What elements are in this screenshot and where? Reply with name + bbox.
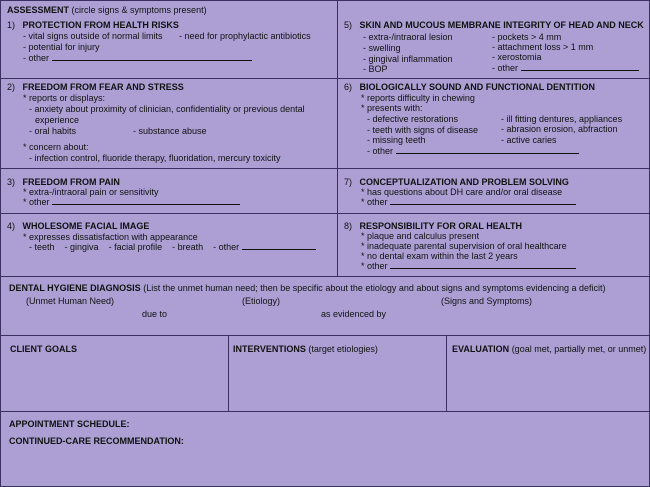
section-title: RESPONSIBILITY FOR ORAL HEALTH xyxy=(359,221,523,231)
section-number: 7) xyxy=(344,177,353,187)
section-1-item: - other xyxy=(23,53,50,63)
section-7-other-field[interactable] xyxy=(361,197,576,207)
section-2-concern-item[interactable]: - infection control, fluoride therapy, fluoridation, mercury toxicity xyxy=(29,153,281,163)
appointment-schedule-label: APPOINTMENT SCHEDULE: xyxy=(9,419,130,429)
section-5-item[interactable]: - gingival inflammation xyxy=(363,54,453,64)
divider xyxy=(1,411,650,412)
section-title: FREEDOM FROM FEAR AND STRESS xyxy=(22,82,184,92)
section-4-heading xyxy=(7,221,149,231)
evaluation-note: (goal met, partially met, or unmet) xyxy=(511,344,647,354)
signs-label: (Signs and Symptoms) xyxy=(441,296,533,306)
section-8-heading xyxy=(344,221,522,231)
section-4-options xyxy=(29,242,316,252)
divider xyxy=(1,276,650,277)
section-2-item[interactable]: - anxiety about proximity of clinician, confidentiality or previous dental xyxy=(29,104,305,114)
section-title: SKIN AND MUCOUS MEMBRANE INTEGRITY OF HEAD AND NECK xyxy=(359,20,644,30)
section-title: CONCEPTUALIZATION AND PROBLEM SOLVING xyxy=(359,177,569,187)
divider xyxy=(1,335,650,336)
section-1-heading xyxy=(7,20,179,30)
section-8-item: * other xyxy=(361,261,388,271)
section-title: WHOLESOME FACIAL IMAGE xyxy=(22,221,150,231)
section-5-item[interactable]: - pockets > 4 mm xyxy=(492,32,562,42)
section-2-heading xyxy=(7,82,184,92)
section-1-item[interactable]: - vital signs outside of normal limits xyxy=(23,31,163,41)
section-6-item[interactable]: - teeth with signs of disease xyxy=(367,125,479,135)
section-4-item[interactable]: - gingiva xyxy=(64,242,99,252)
section-title: FREEDOM FROM PAIN xyxy=(22,177,120,187)
section-3-item: * other xyxy=(23,197,50,207)
due-to-label: due to xyxy=(142,309,168,319)
section-1-item[interactable]: - need for prophylactic antibiotics xyxy=(179,31,311,41)
section-6-reports[interactable]: * reports difficulty in chewing xyxy=(361,93,475,103)
section-5-item[interactable]: - swelling xyxy=(363,43,401,53)
interventions-heading xyxy=(233,344,378,354)
divider xyxy=(446,335,447,411)
section-6-other-field[interactable] xyxy=(367,146,579,156)
section-4-item[interactable]: - facial profile xyxy=(108,242,163,252)
section-number: 3) xyxy=(7,177,16,187)
section-5-item[interactable]: - extra-/intraoral lesion xyxy=(363,32,453,42)
section-number: 2) xyxy=(7,82,16,92)
section-number: 1) xyxy=(7,20,16,30)
continued-care-label: CONTINUED-CARE RECOMMENDATION: xyxy=(9,436,184,446)
evidenced-by-label: as evidenced by xyxy=(321,309,387,319)
section-5-heading xyxy=(344,20,644,30)
section-6-presents: * presents with: xyxy=(361,103,423,113)
section-2-reports: * reports or displays: xyxy=(23,93,106,103)
assessment-header xyxy=(7,5,207,15)
section-8-item[interactable]: * plaque and calculus present xyxy=(361,231,480,241)
section-2-item: experience xyxy=(35,115,80,125)
section-6-item[interactable]: - active caries xyxy=(501,135,557,145)
section-number: 4) xyxy=(7,221,16,231)
section-1-item[interactable]: - potential for injury xyxy=(23,42,100,52)
section-4-other-field[interactable] xyxy=(242,242,316,250)
evaluation-heading xyxy=(452,344,646,354)
section-2-concern: * concern about: xyxy=(23,142,89,152)
divider xyxy=(228,335,229,411)
section-2-item[interactable]: - substance abuse xyxy=(133,126,207,136)
etiology-label: (Etiology) xyxy=(242,296,281,306)
divider xyxy=(1,78,650,79)
section-number: 5) xyxy=(344,20,353,30)
section-7-item[interactable]: * has questions about DH care and/or oral disease xyxy=(361,187,563,197)
section-8-item[interactable]: * inadequate parental supervision of oral healthcare xyxy=(361,241,567,251)
section-8-item[interactable]: * no dental exam within the last 2 years xyxy=(361,251,518,261)
interventions-note: (target etiologies) xyxy=(308,344,378,354)
diagnosis-heading xyxy=(9,283,606,293)
section-5-item[interactable]: - xerostomia xyxy=(492,52,542,62)
section-6-item: - other xyxy=(367,146,394,156)
section-title: BIOLOGICALLY SOUND AND FUNCTIONAL DENTITION xyxy=(359,82,596,92)
section-3-heading xyxy=(7,177,120,187)
section-3-other-field[interactable] xyxy=(23,197,240,207)
section-7-heading xyxy=(344,177,569,187)
section-2-item[interactable]: - oral habits xyxy=(29,126,77,136)
section-5-item[interactable]: - attachment loss > 1 mm xyxy=(492,42,594,52)
section-5-item[interactable]: - BOP xyxy=(363,64,388,74)
assessment-title: ASSESSMENT xyxy=(7,5,70,15)
interventions-title: INTERVENTIONS xyxy=(233,344,306,354)
client-goals-title: CLIENT GOALS xyxy=(10,344,77,354)
section-title: PROTECTION FROM HEALTH RISKS xyxy=(22,20,179,30)
section-4-item[interactable]: - other xyxy=(213,242,240,252)
section-3-item[interactable]: * extra-/intraoral pain or sensitivity xyxy=(23,187,159,197)
divider xyxy=(1,213,650,214)
section-6-item[interactable]: - defective restorations xyxy=(367,114,459,124)
section-5-item: - other xyxy=(492,63,519,73)
divider xyxy=(1,168,650,169)
section-4-item[interactable]: * expresses dissatisfaction with appearance xyxy=(23,232,198,242)
section-4-item[interactable]: - teeth xyxy=(29,242,55,252)
evaluation-title: EVALUATION xyxy=(452,344,510,354)
section-1-other-field[interactable] xyxy=(23,53,252,63)
divider xyxy=(337,1,338,276)
section-number: 8) xyxy=(344,221,353,231)
diagnosis-title: DENTAL HYGIENE DIAGNOSIS xyxy=(9,283,141,293)
section-6-item[interactable]: - missing teeth xyxy=(367,135,426,145)
section-6-item[interactable]: - abrasion erosion, abfraction xyxy=(501,124,618,134)
section-6-heading xyxy=(344,82,595,92)
section-5-other-field[interactable] xyxy=(492,63,639,73)
unmet-need-label: (Unmet Human Need) xyxy=(26,296,115,306)
section-6-item[interactable]: - ill fitting dentures, appliances xyxy=(501,114,623,124)
section-7-item: * other xyxy=(361,197,388,207)
section-4-item[interactable]: - breath xyxy=(172,242,204,252)
section-8-other-field[interactable] xyxy=(361,261,576,271)
assessment-subtitle: (circle signs & symptoms present) xyxy=(71,5,207,15)
section-number: 6) xyxy=(344,82,353,92)
diagnosis-instructions: (List the unmet human need; then be specific about the etiology and about signs and symptoms evidencing a deficit) xyxy=(143,283,606,293)
